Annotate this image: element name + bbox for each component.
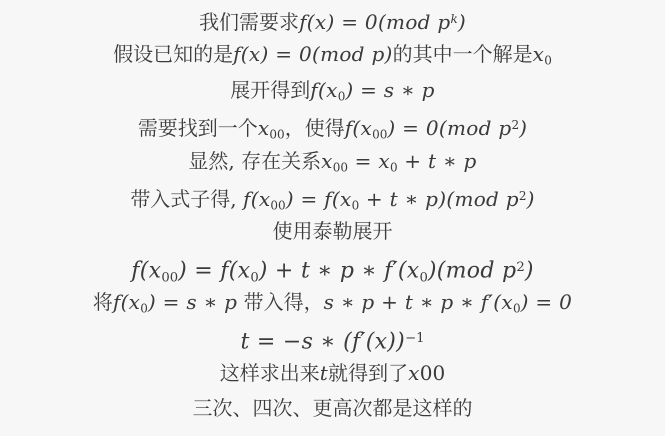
line-goal — [0, 2, 665, 37]
line-expand — [0, 73, 665, 108]
math-run: ) — [526, 186, 535, 211]
line-solve-t — [0, 321, 665, 356]
math-run: f(x — [310, 77, 338, 102]
math-run: f(x) = 0(mod p — [299, 10, 451, 34]
math-run: = x — [347, 148, 390, 173]
line-find-x00 — [0, 108, 665, 143]
math-superscript: 2 — [511, 118, 520, 133]
math-superscript: 2 — [518, 188, 527, 203]
text-run: 展开得到 — [230, 77, 311, 102]
math-subscript: 0 — [512, 301, 521, 316]
line-higher-orders — [0, 391, 665, 426]
math-subscript: 0 — [337, 89, 346, 104]
math-run: + t ∗ p — [397, 148, 477, 173]
math-run: f(x — [112, 290, 141, 315]
line-conclusion — [0, 356, 665, 391]
math-run: ) = 0 — [520, 290, 573, 315]
math-run: x — [532, 42, 545, 67]
math-subscript: 0 — [351, 198, 360, 213]
math-subscript: 00 — [161, 270, 179, 286]
math-run: t — [319, 360, 329, 385]
math-run: ) — [457, 10, 466, 34]
math-subscript: 00 — [332, 160, 348, 175]
math-number-run: 00 — [419, 360, 446, 385]
text-run: 就得到了 — [328, 360, 409, 385]
math-run: ) = s ∗ p — [147, 290, 238, 315]
math-subscript: 0 — [544, 53, 552, 68]
math-superscript: k — [450, 12, 458, 26]
math-subscript: 0 — [419, 270, 428, 286]
math-run: x — [257, 116, 270, 141]
text-run: 需要找到一个 — [137, 116, 258, 141]
text-run: 假设已知的是 — [113, 42, 234, 67]
math-subscript: 0 — [250, 270, 259, 286]
line-taylor-equation — [0, 250, 665, 285]
math-run: ) — [519, 116, 528, 141]
line-assumption — [0, 37, 665, 72]
math-run: f(x — [131, 258, 162, 284]
math-run: )(mod p — [427, 258, 517, 284]
text-run: 我们需要求 — [199, 10, 300, 34]
line-substitute — [0, 179, 665, 214]
math-subscript: 00 — [270, 198, 286, 213]
text-run: 这样求出来 — [219, 360, 320, 385]
line-taylor-label — [0, 214, 665, 249]
text-run: 的其中一个解是 — [392, 42, 533, 67]
math-run: ) = f(x — [178, 258, 251, 284]
text-run: 带入式子得, — [130, 186, 244, 211]
math-subscript: 0 — [389, 160, 398, 175]
text-run: 三次、四次、更高次都是这样的 — [192, 396, 473, 421]
math-run: f(x) = 0(mod p) — [233, 42, 393, 67]
math-subscript: 00 — [372, 127, 388, 142]
math-run: s ∗ p + t ∗ p ∗ f′(x — [323, 290, 513, 315]
math-run: ) = 0(mod p — [387, 116, 512, 141]
math-subscript: 00 — [269, 127, 285, 142]
math-run: x — [321, 148, 333, 173]
math-run: ) = f(x — [285, 186, 352, 211]
text-run: 显然, 存在关系 — [188, 148, 322, 173]
text-run: 使用泰勒展开 — [272, 219, 393, 244]
text-run: ，使得 — [284, 116, 345, 141]
math-run: + t ∗ p)(mod p — [359, 186, 519, 211]
math-run: ) = s ∗ p — [345, 77, 435, 102]
math-run: f(x — [344, 116, 373, 141]
math-subscript: 0 — [140, 301, 148, 316]
line-relation — [0, 144, 665, 179]
text-run: 将 — [92, 290, 113, 315]
math-superscript: −1 — [405, 330, 425, 346]
line-plug-in — [0, 285, 665, 320]
math-run: t = −s ∗ (f′(x)) — [240, 329, 406, 355]
text-run: 带入得， — [237, 290, 324, 315]
math-run: ) + t ∗ p ∗ f′(x — [258, 258, 420, 284]
math-run: x — [408, 360, 420, 385]
math-run: ) — [524, 258, 534, 284]
math-superscript: 2 — [516, 259, 525, 275]
math-run: f(x — [243, 186, 271, 211]
